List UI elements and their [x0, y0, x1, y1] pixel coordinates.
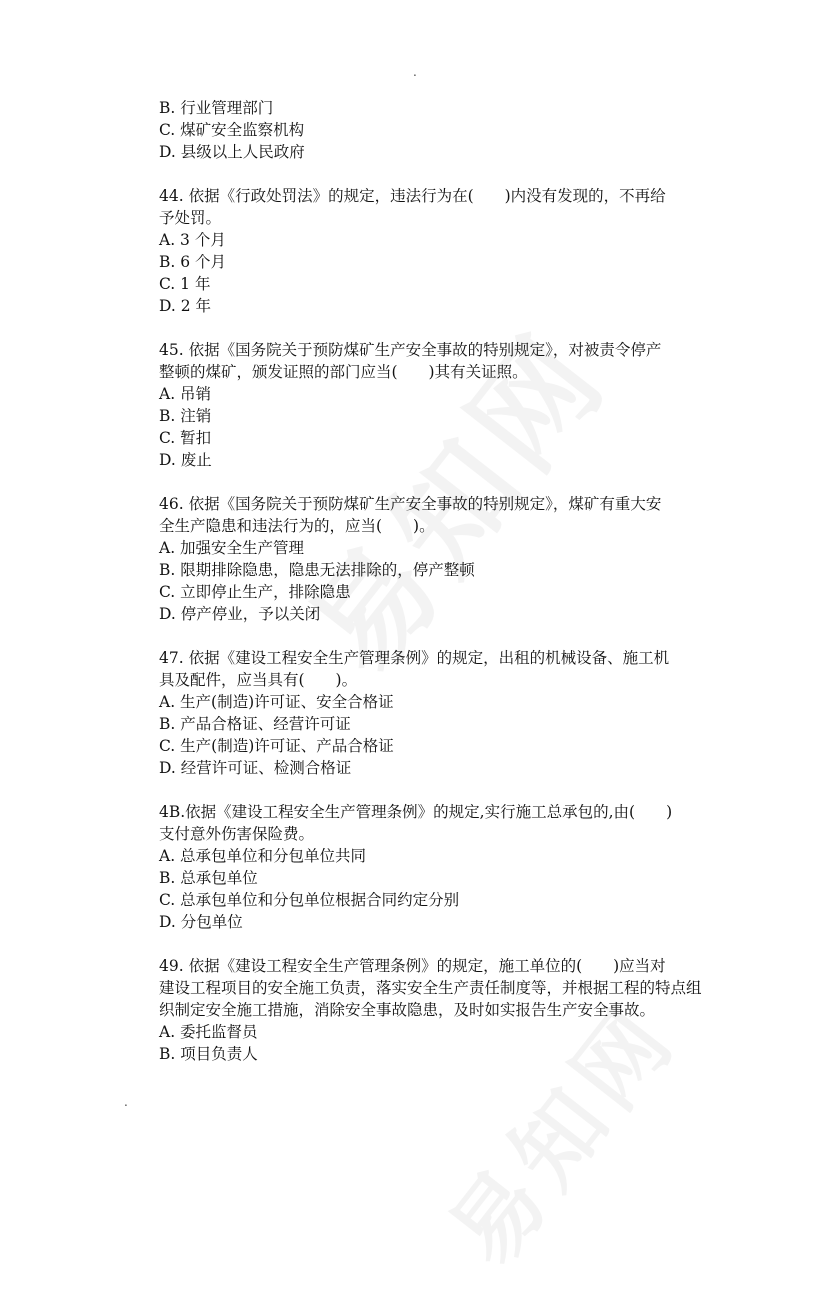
option: A. 3 个月	[159, 231, 226, 249]
option: B. 行业管理部门	[159, 99, 274, 117]
option: C. 总承包单位和分包单位根据合同约定分别	[159, 891, 460, 909]
option: B. 限期排除隐患，隐患无法排除的，停产整顿	[159, 561, 475, 579]
option: B. 产品合格证、经营许可证	[159, 715, 351, 733]
option: D. 2 年	[159, 297, 212, 315]
option: A. 加强安全生产管理	[159, 539, 305, 557]
question-text: 支付意外伤害保险费。	[159, 825, 315, 843]
option: B. 项目负责人	[159, 1045, 258, 1063]
question-text: 46. 依据《国务院关于预防煤矿生产安全事故的特别规定》，煤矿有重大安	[159, 495, 662, 513]
option: C. 暂扣	[159, 429, 212, 447]
question-text: 45. 依据《国务院关于预防煤矿生产安全事故的特别规定》，对被责令停产	[159, 341, 662, 359]
option: A. 委托监督员	[159, 1023, 258, 1041]
question-44	[159, 185, 719, 317]
question-text: 整顿的煤矿，颁发证照的部门应当( )其有关证照。	[159, 363, 528, 381]
option: C. 1 年	[159, 275, 211, 293]
option: C. 立即停止生产，排除隐患	[159, 583, 351, 601]
question-text: 建设工程项目的安全施工负责，落实安全生产责任制度等，并根据工程的特点组	[159, 979, 702, 997]
question-text: 44. 依据《行政处罚法》的规定，违法行为在( )内没有发现的，不再给	[159, 187, 666, 205]
option: D. 分包单位	[159, 913, 243, 931]
continued-options	[159, 97, 719, 163]
option: D. 县级以上人民政府	[159, 143, 305, 161]
question-text: 予处罚。	[159, 209, 222, 227]
question-47	[159, 647, 719, 779]
option: A. 总承包单位和分包单位共同	[159, 847, 367, 865]
option: D. 经营许可证、检测合格证	[159, 759, 352, 777]
question-text: 4B.依据《建设工程安全生产管理条例》的规定,实行施工总承包的,由( )	[159, 803, 673, 821]
question-4B	[159, 801, 719, 933]
footer-dot: .	[124, 1095, 128, 1109]
header-dot: .	[413, 65, 417, 79]
question-text: 具及配件，应当具有( )。	[159, 671, 358, 689]
option: B. 注销	[159, 407, 212, 425]
option: D. 废止	[159, 451, 212, 469]
option: A. 吊销	[159, 385, 212, 403]
option: A. 生产(制造)许可证、安全合格证	[159, 693, 394, 711]
question-46	[159, 493, 719, 625]
question-text: 织制定安全施工措施，消除安全事故隐患，及时如实报告生产安全事故。	[159, 1001, 656, 1019]
option: C. 煤矿安全监察机构	[159, 121, 305, 139]
option: B. 总承包单位	[159, 869, 258, 887]
question-text: 全生产隐患和违法行为的，应当( )。	[159, 517, 435, 535]
option: B. 6 个月	[159, 253, 227, 271]
document-body	[159, 97, 719, 1065]
option: C. 生产(制造)许可证、产品合格证	[159, 737, 394, 755]
option: D. 停产停业，予以关闭	[159, 605, 321, 623]
question-45	[159, 339, 719, 471]
question-text: 49. 依据《建设工程安全生产管理条例》的规定，施工单位的( )应当对	[159, 957, 666, 975]
question-text: 47. 依据《建设工程安全生产管理条例》的规定，出租的机械设备、施工机	[159, 649, 670, 667]
question-49	[159, 955, 719, 1065]
